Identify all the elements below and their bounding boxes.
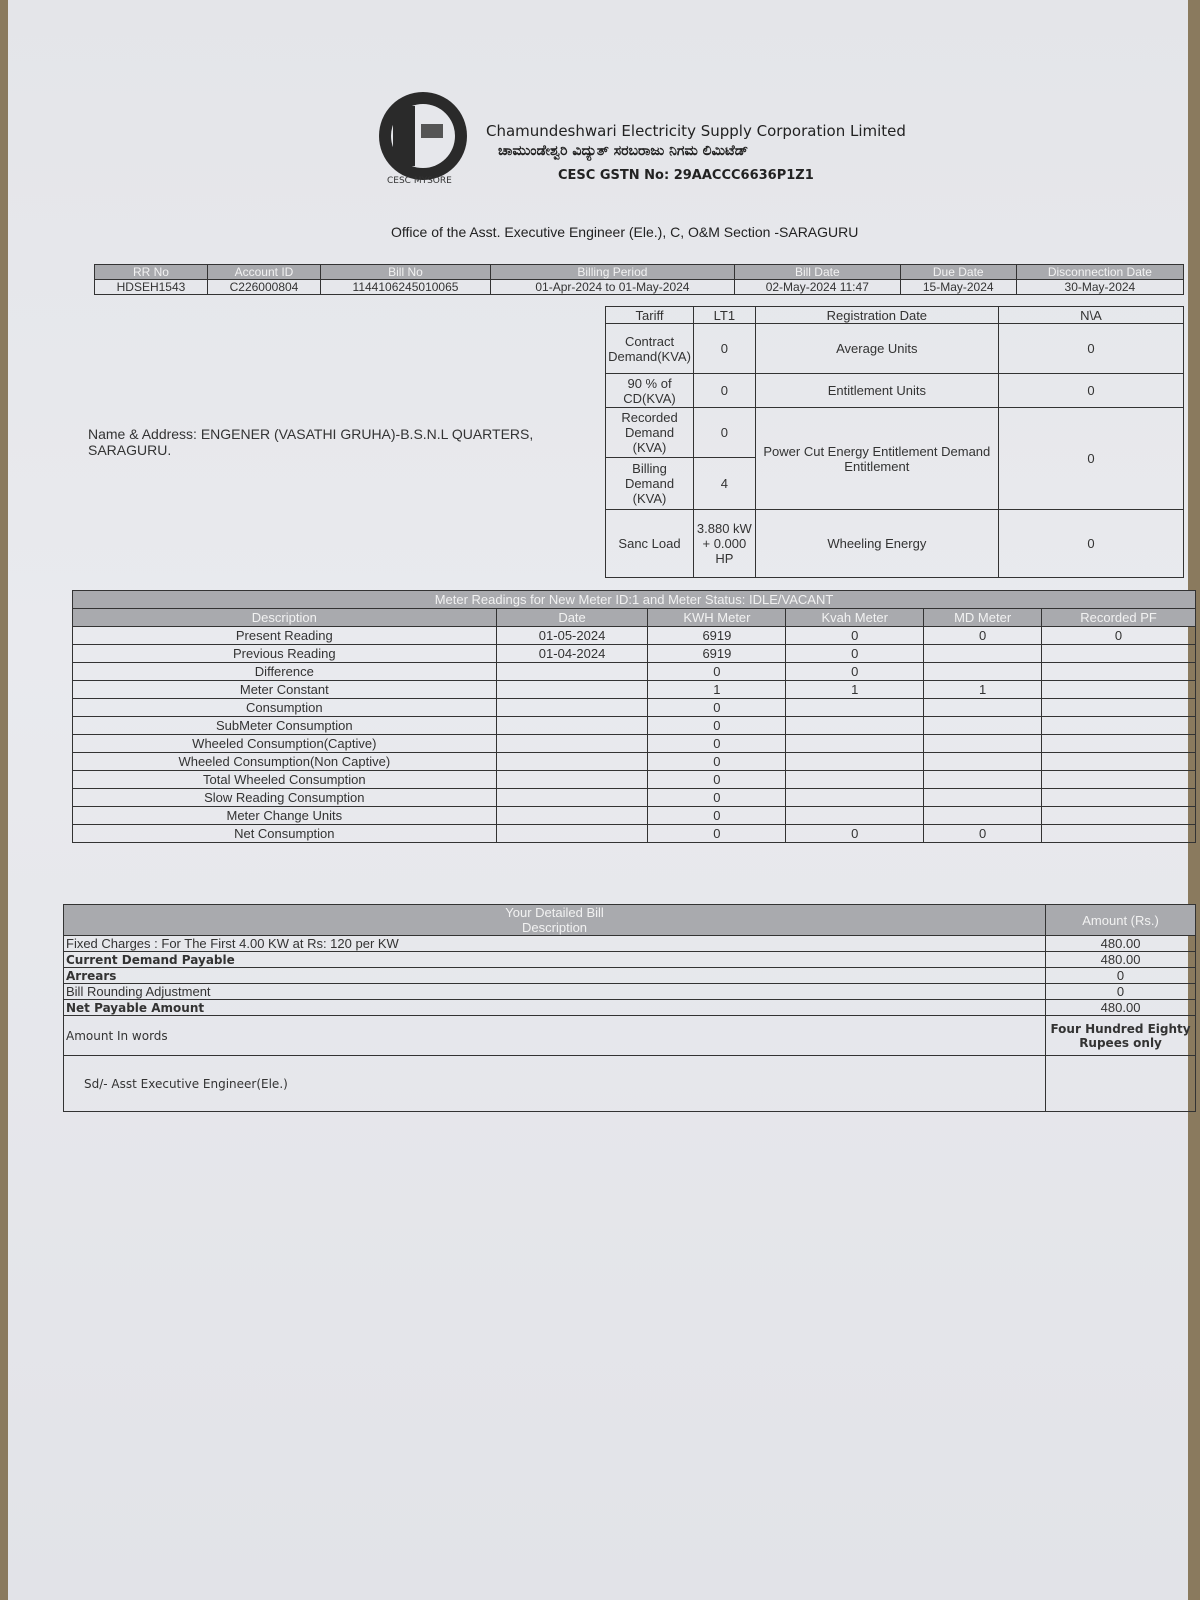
average-units-value: 0: [998, 324, 1183, 374]
meter-cell: [496, 681, 648, 699]
name-address: Name & Address: ENGENER (VASATHI GRUHA)-B.S.N.L QUARTERS, SARAGURU.: [86, 307, 606, 578]
meter-cell: [1042, 753, 1196, 771]
bill-line-description: Arrears: [64, 968, 1046, 984]
meter-col-header: Date: [496, 609, 648, 627]
meter-col-header: MD Meter: [924, 609, 1042, 627]
meter-cell: [924, 663, 1042, 681]
meter-cell: [496, 753, 648, 771]
meter-cell: [496, 771, 648, 789]
bill-no-value: 1144106245010065: [321, 280, 491, 295]
meter-cell: [924, 699, 1042, 717]
meter-cell: 6919: [648, 627, 786, 645]
meter-cell: 0: [648, 717, 786, 735]
billing-demand-value: 4: [693, 458, 755, 510]
meter-row-description: SubMeter Consumption: [73, 717, 497, 735]
meter-cell: [1042, 789, 1196, 807]
bill-info-table: [94, 264, 1184, 295]
meter-row-description: Net Consumption: [73, 825, 497, 843]
cd90-label: 90 % of CD(KVA): [606, 374, 694, 408]
meter-col-header: KWH Meter: [648, 609, 786, 627]
meter-row: [73, 825, 1196, 843]
meter-col-header: Kvah Meter: [786, 609, 924, 627]
meter-cell: 0: [924, 825, 1042, 843]
meter-row: [73, 699, 1196, 717]
cesc-logo: [373, 84, 473, 184]
meter-row-description: Difference: [73, 663, 497, 681]
billing-period-label: Billing Period: [490, 265, 734, 280]
amount-in-words-label: Amount In words: [64, 1016, 1046, 1056]
meter-cell: [496, 825, 648, 843]
meter-cell: 0: [1042, 627, 1196, 645]
bill-line-amount: 0: [1046, 984, 1196, 1000]
meter-cell: [496, 735, 648, 753]
meter-cell: 0: [786, 663, 924, 681]
bill-line-amount: 480.00: [1046, 952, 1196, 968]
meter-readings-title: Meter Readings for New Meter ID:1 and Meter Status: IDLE/VACANT: [73, 591, 1196, 609]
billing-demand-label: Billing Demand (KVA): [606, 458, 694, 510]
contract-demand-value: 0: [693, 324, 755, 374]
bill-line-description: Bill Rounding Adjustment: [64, 984, 1046, 1000]
disconnection-date-value: 30-May-2024: [1016, 280, 1183, 295]
power-cut-label: Power Cut Energy Entitlement Demand Entitlement: [755, 408, 998, 510]
meter-cell: 1: [786, 681, 924, 699]
contract-demand-label: Contract Demand(KVA): [606, 324, 694, 374]
meter-cell: [924, 753, 1042, 771]
meter-row-description: Wheeled Consumption(Captive): [73, 735, 497, 753]
meter-cell: 0: [786, 627, 924, 645]
meter-cell: 6919: [648, 645, 786, 663]
corporation-name-kannada: ಚಾಮುಂಡೇಶ್ವರಿ ವಿದ್ಯುತ್ ಸರಬರಾಜು ನಿಗಮ ಲಿಮಿಟೆಡ್: [498, 143, 749, 159]
bill-line: [64, 1000, 1196, 1016]
meter-cell: 1: [648, 681, 786, 699]
registration-date-label: Registration Date: [755, 307, 998, 324]
meter-cell: 0: [786, 645, 924, 663]
bill-line-description: Current Demand Payable: [64, 952, 1046, 968]
meter-cell: [496, 663, 648, 681]
meter-cell: [496, 789, 648, 807]
meter-row: [73, 771, 1196, 789]
meter-cell: [786, 771, 924, 789]
bill-info-header-row: [95, 265, 1184, 280]
meter-row-description: Wheeled Consumption(Non Captive): [73, 753, 497, 771]
meter-cell: [496, 717, 648, 735]
meter-cell: [786, 753, 924, 771]
meter-row-description: Previous Reading: [73, 645, 497, 663]
bill-date-value: 02-May-2024 11:47: [734, 280, 900, 295]
meter-cell: 0: [648, 753, 786, 771]
due-date-label: Due Date: [900, 265, 1016, 280]
meter-row: [73, 627, 1196, 645]
office-name: Office of the Asst. Executive Engineer (Ele.), C, O&M Section -SARAGURU: [391, 224, 859, 240]
meter-cell: [924, 735, 1042, 753]
meter-cell: [1042, 717, 1196, 735]
bill-line: [64, 984, 1196, 1000]
meter-cell: [924, 717, 1042, 735]
meter-cell: [786, 789, 924, 807]
signature-blank-cell: [1046, 1056, 1196, 1112]
meter-cell: [1042, 825, 1196, 843]
tariff-value: LT1: [693, 307, 755, 324]
due-date-value: 15-May-2024: [900, 280, 1016, 295]
power-cut-value: 0: [998, 408, 1183, 510]
meter-cell: [786, 735, 924, 753]
meter-cell: [786, 699, 924, 717]
meter-cell: 0: [648, 699, 786, 717]
meter-row-description: Consumption: [73, 699, 497, 717]
meter-cell: 0: [786, 825, 924, 843]
meter-cell: 01-04-2024: [496, 645, 648, 663]
meter-row: [73, 735, 1196, 753]
signature: Sd/- Asst Executive Engineer(Ele.): [64, 1056, 1046, 1112]
average-units-label: Average Units: [755, 324, 998, 374]
billing-period-value: 01-Apr-2024 to 01-May-2024: [490, 280, 734, 295]
bill-line-amount: 480.00: [1046, 1000, 1196, 1016]
meter-cell: 0: [648, 825, 786, 843]
meter-cell: 1: [924, 681, 1042, 699]
bill-info-value-row: [95, 280, 1184, 295]
meter-row: [73, 681, 1196, 699]
entitlement-units-value: 0: [998, 374, 1183, 408]
account-id-label: Account ID: [207, 265, 320, 280]
detailed-bill-title: Your Detailed Bill Description: [64, 905, 1046, 936]
meter-row-description: Meter Constant: [73, 681, 497, 699]
meter-cell: [1042, 807, 1196, 825]
wheeling-energy-value: 0: [998, 510, 1183, 578]
meter-row-description: Present Reading: [73, 627, 497, 645]
recorded-demand-label: Recorded Demand (KVA): [606, 408, 694, 458]
meter-readings-table: [72, 590, 1196, 843]
meter-row: [73, 789, 1196, 807]
recorded-demand-value: 0: [693, 408, 755, 458]
meter-cell: [496, 699, 648, 717]
corporation-name: Chamundeshwari Electricity Supply Corporation Limited: [486, 122, 906, 140]
rr-no-label: RR No: [95, 265, 208, 280]
meter-cell: [786, 717, 924, 735]
meter-row: [73, 663, 1196, 681]
meter-row-description: Slow Reading Consumption: [73, 789, 497, 807]
meter-cell: 0: [648, 663, 786, 681]
meter-row: [73, 645, 1196, 663]
bill-document: [8, 0, 1191, 1600]
rr-no-value: HDSEH1543: [95, 280, 208, 295]
meter-cell: 0: [648, 735, 786, 753]
meter-col-header: Description: [73, 609, 497, 627]
amount-header: Amount (Rs.): [1046, 905, 1196, 936]
meter-cell: [1042, 771, 1196, 789]
meter-cell: [924, 807, 1042, 825]
meter-row: [73, 717, 1196, 735]
meter-cell: [924, 771, 1042, 789]
consumer-details-table: [86, 306, 1184, 578]
meter-row-description: Meter Change Units: [73, 807, 497, 825]
entitlement-units-label: Entitlement Units: [755, 374, 998, 408]
meter-cell: 0: [648, 771, 786, 789]
meter-cell: [1042, 699, 1196, 717]
bill-line: [64, 968, 1196, 984]
meter-column-headers: [73, 609, 1196, 627]
detailed-bill-table: [63, 904, 1196, 1112]
meter-cell: 01-05-2024: [496, 627, 648, 645]
sanc-load-value: 3.880 kW + 0.000 HP: [693, 510, 755, 578]
meter-cell: [1042, 645, 1196, 663]
meter-cell: [1042, 681, 1196, 699]
bill-line-amount: 480.00: [1046, 936, 1196, 952]
meter-cell: [1042, 663, 1196, 681]
meter-col-header: Recorded PF: [1042, 609, 1196, 627]
disconnection-date-label: Disconnection Date: [1016, 265, 1183, 280]
meter-cell: [786, 807, 924, 825]
svg-text:CESC MYSORE: CESC MYSORE: [387, 176, 452, 184]
sanc-load-label: Sanc Load: [606, 510, 694, 578]
bill-line-description: Net Payable Amount: [64, 1000, 1046, 1016]
meter-cell: 0: [648, 807, 786, 825]
gstn-number: CESC GSTN No: 29AACCC6636P1Z1: [558, 168, 814, 183]
wheeling-energy-label: Wheeling Energy: [755, 510, 998, 578]
cd90-value: 0: [693, 374, 755, 408]
amount-in-words-value: Four Hundred Eighty Rupees only: [1046, 1016, 1196, 1056]
meter-cell: [496, 807, 648, 825]
bill-line-amount: 0: [1046, 968, 1196, 984]
meter-row-description: Total Wheeled Consumption: [73, 771, 497, 789]
bill-line: [64, 936, 1196, 952]
bill-no-label: Bill No: [321, 265, 491, 280]
meter-cell: 0: [648, 789, 786, 807]
meter-row: [73, 807, 1196, 825]
meter-cell: 0: [924, 627, 1042, 645]
bill-date-label: Bill Date: [734, 265, 900, 280]
bill-line: [64, 952, 1196, 968]
bill-line-description: Fixed Charges : For The First 4.00 KW at Rs: 120 per KW: [64, 936, 1046, 952]
account-id-value: C226000804: [207, 280, 320, 295]
meter-row: [73, 753, 1196, 771]
meter-cell: [924, 789, 1042, 807]
registration-date-value: N\A: [998, 307, 1183, 324]
meter-cell: [924, 645, 1042, 663]
tariff-label: Tariff: [606, 307, 694, 324]
meter-cell: [1042, 735, 1196, 753]
